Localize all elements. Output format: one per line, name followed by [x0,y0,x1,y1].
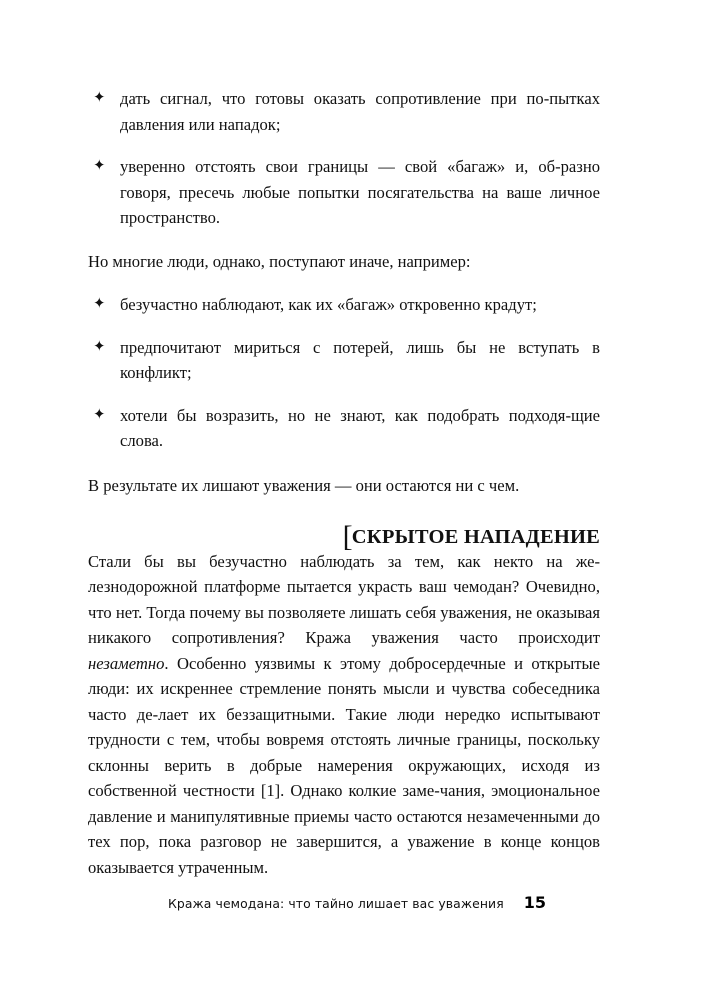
list-item [88,403,600,454]
star-bullet-icon: ✦ [93,296,106,312]
footer-running-title: Кража чемодана: что тайно лишает вас уважения [167,896,504,911]
list-item-text: дать сигнал, что готовы оказать сопротивление при по-пытках давления или нападок; [120,89,600,134]
body-paragraph [88,549,600,881]
second-bullet-list [88,292,600,454]
list-item [88,86,600,137]
star-bullet-icon: ✦ [93,158,106,174]
page-content [88,86,600,880]
list-item-text: хотели бы возразить, но не знают, как подобрать подходя-щие слова. [120,405,600,450]
first-bullet-list [88,86,600,231]
list-item-text: безучастно наблюдают, как их «багаж» откровенно крадут; [120,295,537,314]
list-item [88,335,600,386]
section-heading [88,520,600,553]
body-paragraph-part-2: . Особенно уязвимы к этому добросердечные и открытые люди: их искреннее стремление понять мысли и чувства собеседника часто де-лает их беззащитными. Такие люди нередко испытывают трудности с тем, чтобы вовремя отстоять личные границы, поскольку склонны верить в добрые намерения окружающих, исходя из собственной честности [1]. Однако колкие заме-чания, эмоциональное давление и манипулятивные приемы часто остаются незамеченными до тех пор, пока разговор не завершится, а уважение в конце концов оказывается утраченным. [88,653,600,877]
page-number: 15 [523,893,547,912]
body-paragraph-part-1: Стали бы вы безучастно наблюдать за тем, как некто на же-лезнодорожной платформе пытается украсть ваш чемодан? Очевидно, что нет. Тогда почему вы позволяете лишать себя уважения, не оказывая никакого сопротивления? Кража уважения часто происходит [88,551,600,648]
section-heading-title: СКРЫТОЕ НАПАДЕНИЕ [351,526,600,548]
list-item-text: уверенно отстоять свои границы — свой «багаж» и, об-разно говоря, пресечь любые попытки посягательства на ваше личное пространство. [120,157,600,227]
result-paragraph: В результате их лишают уважения — они остаются ни с чем. [88,475,520,495]
list-item [88,154,600,231]
list-item [88,292,600,318]
star-bullet-icon: ✦ [93,338,106,355]
page-footer [0,893,714,917]
list-item-text: предпочитают мириться с потерей, лишь бы не вступать в конфликт; [120,337,600,382]
lead-in-paragraph: Но многие люди, однако, поступают иначе, например: [88,251,471,271]
emphasized-word: незаметно [88,653,165,673]
star-bullet-icon: ✦ [93,406,106,423]
star-bullet-icon: ✦ [93,90,106,106]
bracket-ornament: [ [342,520,353,553]
